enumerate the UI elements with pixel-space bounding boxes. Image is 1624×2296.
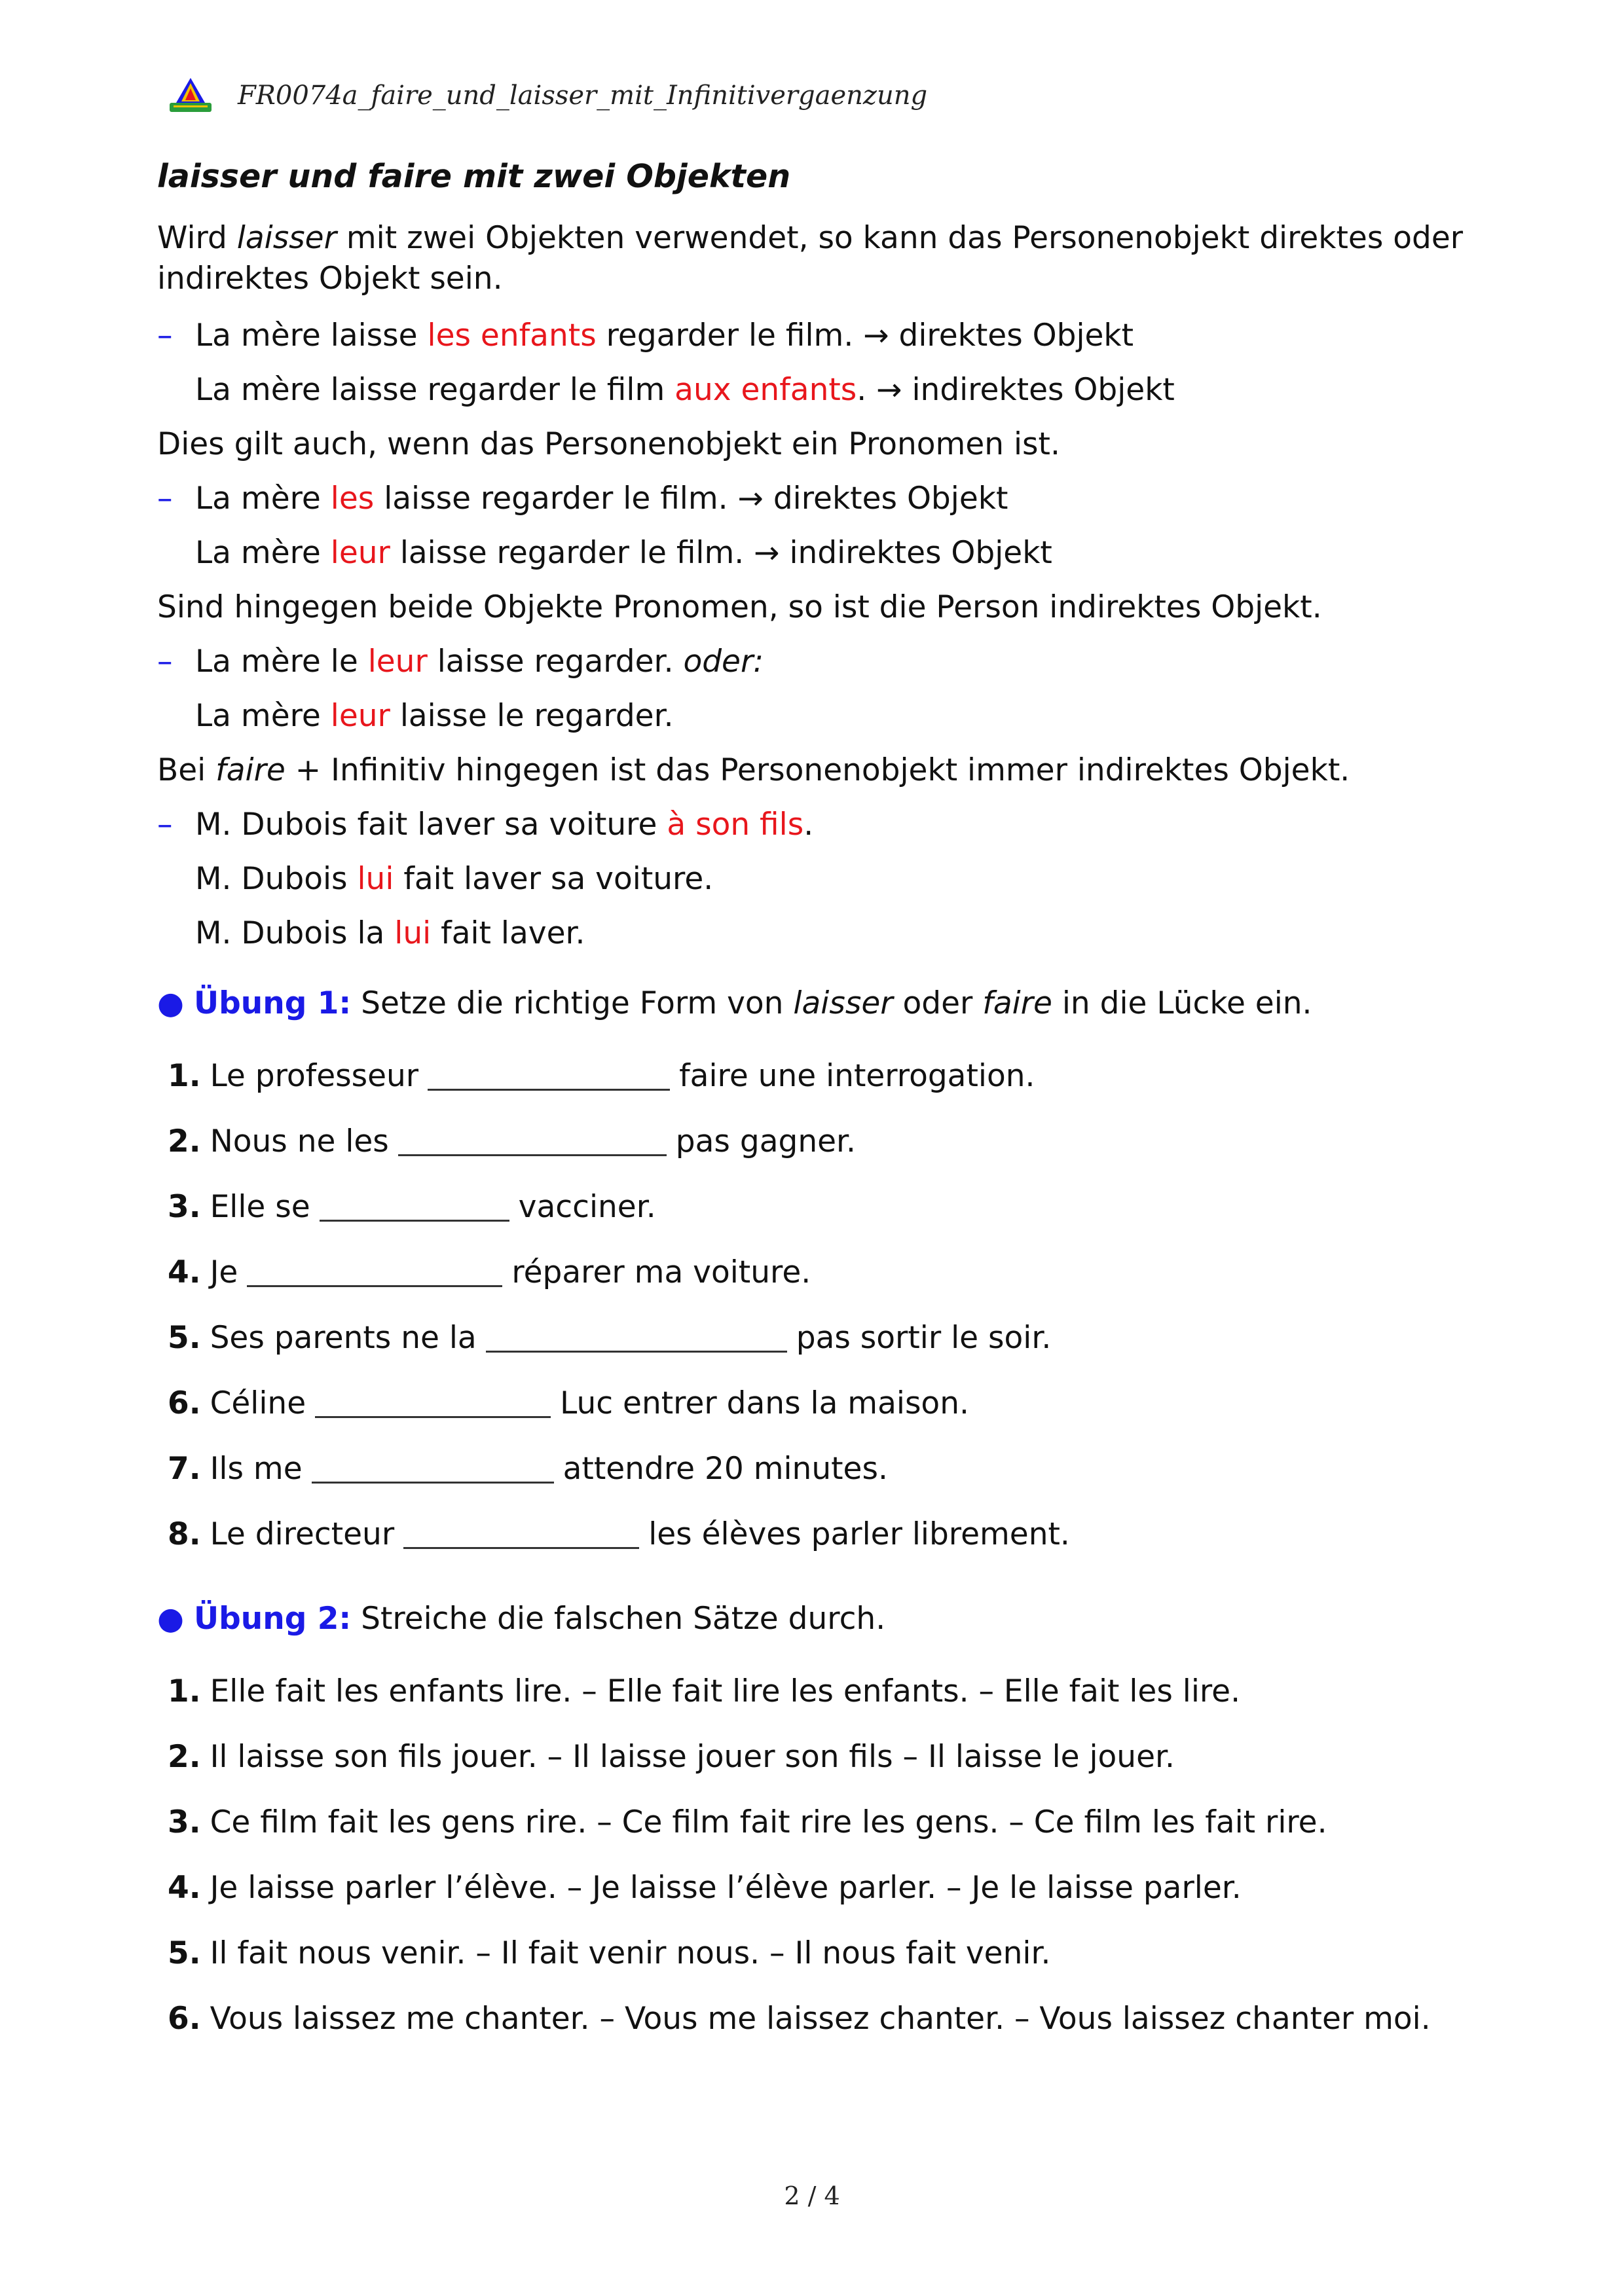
exercise-item: 2. Nous ne les pas gagner. xyxy=(168,1123,856,1159)
answer-blank[interactable] xyxy=(247,1258,502,1287)
example-line: La mère leur laisse le regarder. xyxy=(195,698,674,734)
example-line: M. Dubois lui fait laver sa voiture. xyxy=(195,861,714,897)
answer-blank[interactable] xyxy=(428,1061,670,1091)
exercise-1-instruction: ● Übung 1: Setze die richtige Form von laisser oder faire in die Lücke ein. xyxy=(157,985,1312,1021)
example-line: La mère leur laisse regarder le film. → indirektes Objekt xyxy=(195,535,1052,571)
example-line: – La mère les laisse regarder le film. → direktes Objekt xyxy=(157,481,1008,517)
exercise-2-list xyxy=(157,1658,1467,2051)
exercise-item: 2. Il laisse son fils jouer. – Il laisse jouer son fils – Il laisse le jouer. xyxy=(168,1738,1175,1775)
example-line: – La mère le leur laisse regarder. oder: xyxy=(157,644,764,680)
exercise-item: 5. Il fait nous venir. – Il fait venir nous. – Il nous fait venir. xyxy=(168,1935,1051,1971)
section-heading: laisser und faire mit zwei Objekten xyxy=(157,158,791,195)
exercise-item: 7. Ils me attendre 20 minutes. xyxy=(168,1450,888,1487)
exercise-item: 1. Elle fait les enfants lire. – Elle fait lire les enfants. – Elle fait les lire. xyxy=(168,1673,1241,1709)
rule-text: Sind hingegen beide Objekte Pronomen, so ist die Person indirektes Objekt. xyxy=(157,589,1322,625)
answer-blank[interactable] xyxy=(312,1454,554,1484)
example-line: – La mère laisse les enfants regarder le film. → direktes Objekt xyxy=(157,318,1134,354)
logo-icon xyxy=(167,77,214,115)
bullet-icon: ● xyxy=(157,1601,185,1637)
exercise-1-list xyxy=(157,1043,1467,1567)
exercise-item: 3. Ce film fait les gens rire. – Ce film fait rire les gens. – Ce film les fait rire. xyxy=(168,1804,1327,1840)
exercise-item: 4. Je réparer ma voiture. xyxy=(168,1254,811,1290)
page-header xyxy=(167,72,927,119)
answer-blank[interactable] xyxy=(403,1520,639,1549)
exercise-item: 1. Le professeur faire une interrogation. xyxy=(168,1057,1035,1094)
rule-text: Bei faire + Infinitiv hingegen ist das Personenobjekt immer indirektes Objekt. xyxy=(157,752,1350,788)
exercise-item: 3. Elle se vacciner. xyxy=(168,1188,656,1225)
example-line: La mère laisse regarder le film aux enfants. → indirektes Objekt xyxy=(195,372,1175,408)
exercise-item: 4. Je laisse parler l’élève. – Je laisse l’élève parler. – Je le laisse parler. xyxy=(168,1869,1242,1906)
answer-blank[interactable] xyxy=(486,1323,787,1353)
bullet-icon: ● xyxy=(157,985,185,1021)
exercise-item: 6. Vous laissez me chanter. – Vous me laissez chanter. – Vous laissez chanter moi. xyxy=(168,2000,1431,2037)
exercise-item: 5. Ses parents ne la pas sortir le soir. xyxy=(168,1319,1052,1356)
exercise-item: 6. Céline Luc entrer dans la maison. xyxy=(168,1385,969,1421)
page-number: 2 / 4 xyxy=(784,2181,840,2210)
document-filename: FR0074a_faire_und_laisser_mit_Infinitivergaenzung xyxy=(238,81,928,111)
exercise-item: 8. Le directeur les élèves parler librement. xyxy=(168,1516,1070,1552)
answer-blank[interactable] xyxy=(315,1389,551,1418)
answer-blank[interactable] xyxy=(320,1192,509,1222)
exercise-2-instruction: ● Übung 2: Streiche die falschen Sätze durch. xyxy=(157,1601,886,1637)
intro-paragraph: Wird laisser mit zwei Objekten verwendet, so kann das Personenobjekt direktes oder indirektes Objekt sein. xyxy=(157,220,1464,297)
example-line: M. Dubois la lui fait laver. xyxy=(195,915,585,951)
answer-blank[interactable] xyxy=(398,1127,667,1156)
example-line: – M. Dubois fait laver sa voiture à son fils. xyxy=(157,807,814,843)
main-content xyxy=(157,149,1467,2051)
rule-text: Dies gilt auch, wenn das Personenobjekt ein Pronomen ist. xyxy=(157,426,1060,462)
